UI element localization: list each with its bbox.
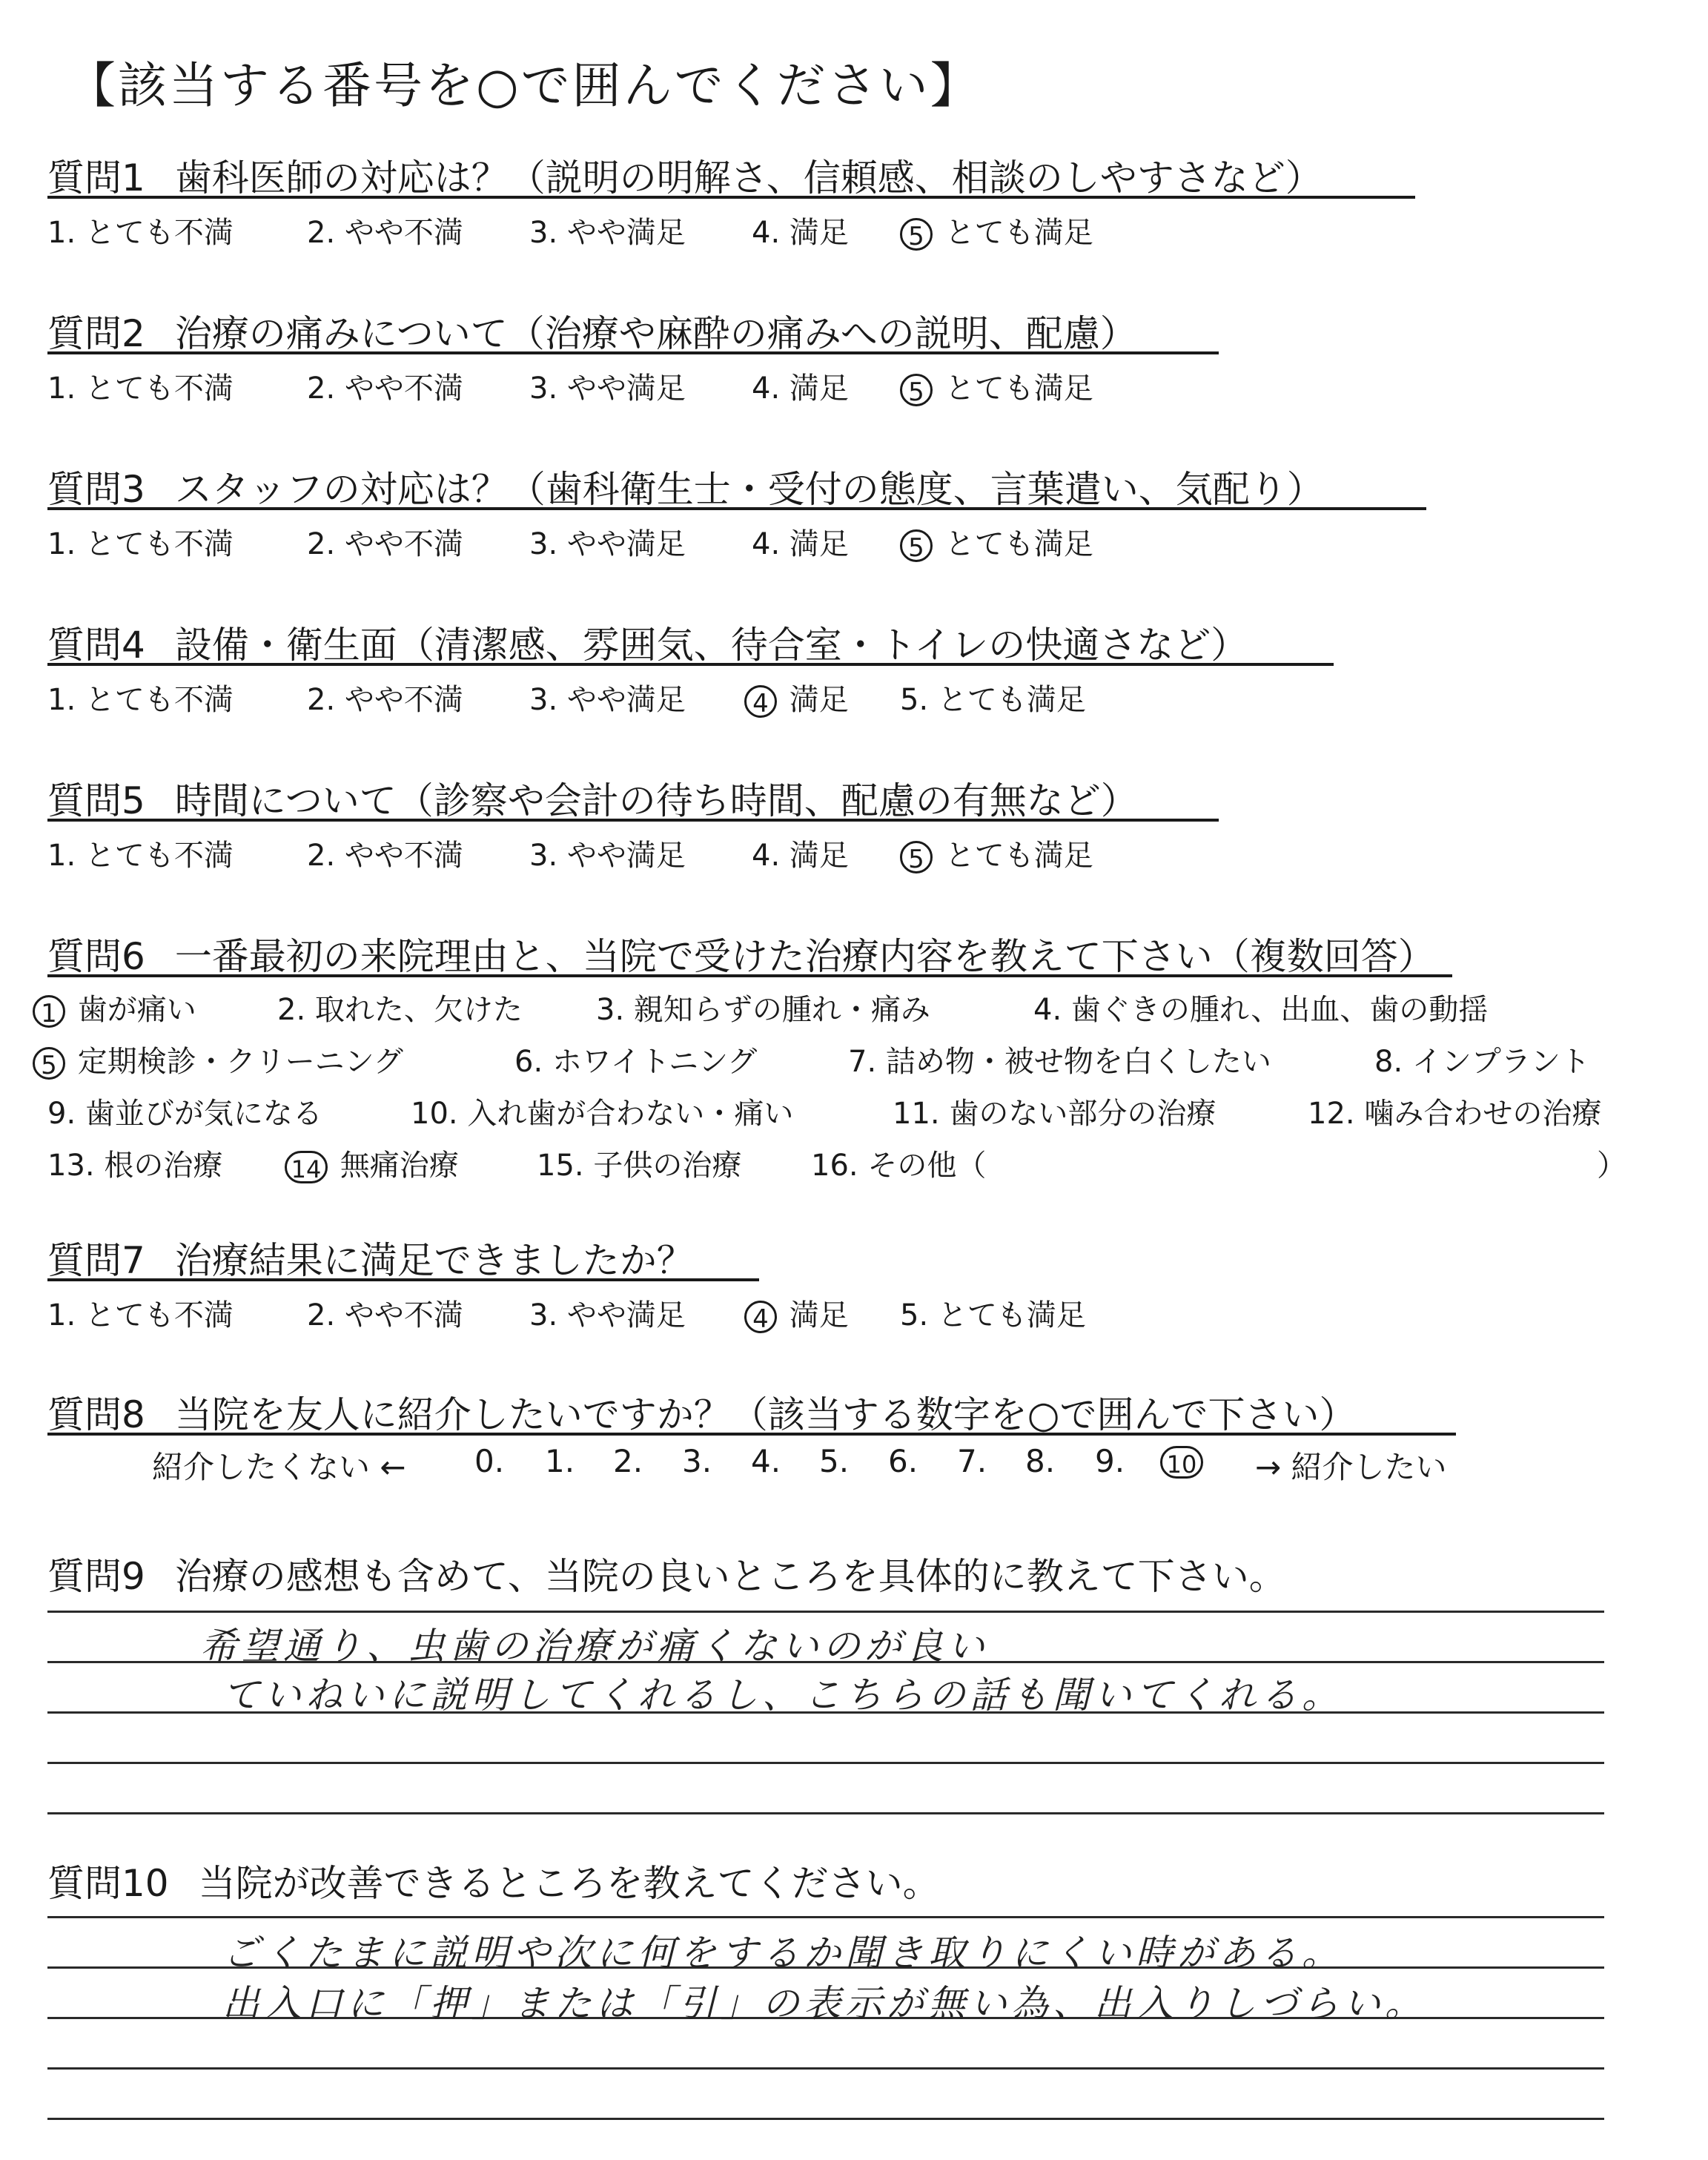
option-1[interactable]: 1. とても不満: [47, 839, 234, 873]
circled-choice: 10: [1160, 1446, 1203, 1479]
question-text: 治療の感想も含めて、当院の良いところを具体的に教えて下さい。: [174, 1555, 1286, 1598]
option-4[interactable]: 4. 満足: [752, 839, 849, 873]
circled-choice: 5: [900, 374, 933, 406]
option-other[interactable]: 16. その他（: [811, 1149, 987, 1183]
scale-value-7[interactable]: 7.: [957, 1443, 987, 1479]
question-underline: [47, 351, 1219, 354]
question-underline: [47, 507, 1426, 510]
scale-value-1[interactable]: 1.: [545, 1443, 575, 1479]
option-3[interactable]: 3. やや満足: [529, 371, 686, 406]
question-text: スタッフの対応は？（歯科衛生士・受付の態度、言葉遣い、気配り）: [174, 468, 1324, 511]
question-text: 治療の痛みについて（治療や麻酔の痛みへの説明、配慮）: [174, 312, 1137, 355]
question-text: 当院が改善できるところを教えてください。: [198, 1862, 940, 1905]
handwritten-answer-line: ていねいに説明してくれるし、こちらの話も聞いてくれる。: [222, 1674, 1343, 1717]
circled-choice: 4: [744, 685, 777, 718]
option-2[interactable]: 2. やや不満: [307, 527, 463, 561]
option-1[interactable]: 1. とても不満: [47, 1298, 234, 1332]
option-4-selected[interactable]: 4 満足: [744, 676, 849, 719]
option-4[interactable]: 4. 満足: [752, 371, 849, 406]
question-number: 質問1: [47, 156, 145, 199]
question-9-heading: [47, 1547, 1286, 1603]
circled-choice: 5: [900, 529, 933, 562]
option-broken[interactable]: 2. 取れた、欠けた: [277, 993, 523, 1027]
option-1[interactable]: 1. とても不満: [47, 527, 234, 561]
scale-value-3[interactable]: 3.: [682, 1443, 712, 1479]
circled-choice: 4: [744, 1301, 777, 1333]
option-wisdom-tooth[interactable]: 3. 親知らずの腫れ・痛み: [596, 993, 930, 1027]
option-2[interactable]: 2. やや不満: [307, 683, 463, 717]
question-number: 質問4: [47, 624, 145, 667]
question-number: 質問3: [47, 468, 145, 511]
option-3[interactable]: 3. やや満足: [529, 216, 686, 250]
question-underline: [47, 974, 1452, 977]
option-toothache-selected[interactable]: 1 歯が痛い: [33, 986, 196, 1028]
option-missing-teeth[interactable]: 11. 歯のない部分の治療: [893, 1097, 1217, 1131]
scale-left-label: 紹介したくない ←: [152, 1449, 406, 1485]
option-whitening[interactable]: 6. ホワイトニング: [514, 1045, 758, 1079]
option-1[interactable]: 1. とても不満: [47, 371, 234, 406]
option-3[interactable]: 3. やや満足: [529, 839, 686, 873]
option-3[interactable]: 3. やや満足: [529, 683, 686, 717]
scale-value-2[interactable]: 2.: [613, 1443, 643, 1479]
option-4[interactable]: 4. 満足: [752, 527, 849, 561]
scale-value-4[interactable]: 4.: [751, 1443, 781, 1479]
question-text: 一番最初の来院理由と、当院で受けた治療内容を教えて下さい（複数回答）: [174, 935, 1435, 978]
handwritten-answer-line: 希望通り、虫歯の治療が痛くないのが良い: [200, 1625, 989, 1668]
scale-value-5[interactable]: 5.: [819, 1443, 850, 1479]
option-5-selected[interactable]: 5 とても満足: [900, 209, 1093, 251]
question-underline: [47, 1278, 759, 1281]
option-2[interactable]: 2. やや不満: [307, 371, 463, 406]
question-text: 歯科医師の対応は？（説明の明解さ、信頼感、相談のしやすさなど）: [174, 156, 1323, 199]
circled-choice: 5: [33, 1047, 65, 1080]
question-number: 質問7: [47, 1239, 145, 1282]
option-bite[interactable]: 12. 噛み合わせの治療: [1308, 1097, 1602, 1131]
circled-choice: 14: [285, 1151, 328, 1183]
option-2[interactable]: 2. やや不満: [307, 216, 463, 250]
option-painless-selected[interactable]: 14 無痛治療: [285, 1142, 459, 1184]
answer-line: [47, 1611, 1604, 1613]
scale-value-10-selected[interactable]: [1160, 1441, 1206, 1479]
option-1[interactable]: 1. とても不満: [47, 683, 234, 717]
option-5-selected[interactable]: 5 とても満足: [900, 521, 1093, 563]
option-5-selected[interactable]: 5 とても満足: [900, 832, 1093, 874]
option-implant[interactable]: 8. インプラント: [1374, 1045, 1590, 1079]
question-text: 当院を友人に紹介したいですか？（該当する数字を○で囲んで下さい）: [174, 1393, 1357, 1436]
option-5[interactable]: 5. とても満足: [900, 1298, 1086, 1332]
scale-value-6[interactable]: 6.: [888, 1443, 918, 1479]
question-underline: [47, 1433, 1456, 1436]
question-10-heading: [47, 1854, 940, 1910]
question-text: 時間について（診察や会計の待ち時間、配慮の有無など）: [174, 779, 1138, 822]
question-number: 質問2: [47, 312, 145, 355]
option-2[interactable]: 2. やや不満: [307, 839, 463, 873]
question-number: 質問8: [47, 1393, 145, 1436]
handwritten-answer-line: ごくたまに説明や次に何をするか聞き取りにくい時がある。: [222, 1932, 1343, 1975]
option-gum[interactable]: 4. 歯ぐきの腫れ、出血、歯の動揺: [1033, 993, 1489, 1027]
option-children[interactable]: 15. 子供の治療: [537, 1149, 742, 1183]
option-dentures[interactable]: 10. 入れ歯が合わない・痛い: [411, 1097, 794, 1131]
scale-value-0[interactable]: 0.: [474, 1443, 505, 1479]
answer-line: [47, 1916, 1604, 1918]
scale-value-9[interactable]: 9.: [1095, 1443, 1125, 1479]
page-title: 【該当する番号を○で囲んでください】: [67, 57, 982, 114]
scale-right-label: → 紹介したい: [1255, 1449, 1447, 1485]
handwritten-answer-line: 出入口に「押」または「引」の表示が無い為、出入りしづらい。: [222, 1982, 1426, 2025]
question-number: 質問6: [47, 935, 145, 978]
question-number: 質問10: [47, 1862, 169, 1905]
question-number: 質問5: [47, 779, 145, 822]
circled-choice: 5: [900, 841, 933, 873]
option-4-selected[interactable]: 4 満足: [744, 1292, 849, 1334]
option-5[interactable]: 5. とても満足: [900, 683, 1086, 717]
option-3[interactable]: 3. やや満足: [529, 527, 686, 561]
answer-line: [47, 2067, 1604, 2070]
circled-choice: 5: [900, 218, 933, 251]
option-alignment[interactable]: 9. 歯並びが気になる: [47, 1097, 322, 1131]
answer-line: [47, 1762, 1604, 1764]
answer-line: [47, 2118, 1604, 2120]
option-1[interactable]: 1. とても不満: [47, 216, 234, 250]
other-close-paren: ）: [1597, 1149, 1626, 1183]
question-number: 質問9: [47, 1555, 145, 1598]
option-2[interactable]: 2. やや不満: [307, 1298, 463, 1332]
option-root-canal[interactable]: 13. 根の治療: [47, 1149, 223, 1183]
option-5-selected[interactable]: 5 とても満足: [900, 365, 1093, 407]
option-checkup-selected[interactable]: 5 定期検診・クリーニング: [33, 1038, 403, 1080]
option-4[interactable]: 4. 満足: [752, 216, 849, 250]
scale-value-8[interactable]: 8.: [1025, 1443, 1056, 1479]
question-underline: [47, 196, 1415, 199]
circled-choice: 1: [33, 995, 65, 1028]
question-underline: [47, 819, 1219, 822]
option-white-filling[interactable]: 7. 詰め物・被せ物を白くしたい: [848, 1045, 1271, 1079]
option-3[interactable]: 3. やや満足: [529, 1298, 686, 1332]
answer-line: [47, 1812, 1604, 1814]
question-underline: [47, 663, 1334, 666]
question-text: 治療結果に満足できましたか？: [174, 1239, 694, 1282]
question-text: 設備・衛生面（清潔感、雰囲気、待合室・トイレの快適さなど）: [174, 624, 1248, 667]
